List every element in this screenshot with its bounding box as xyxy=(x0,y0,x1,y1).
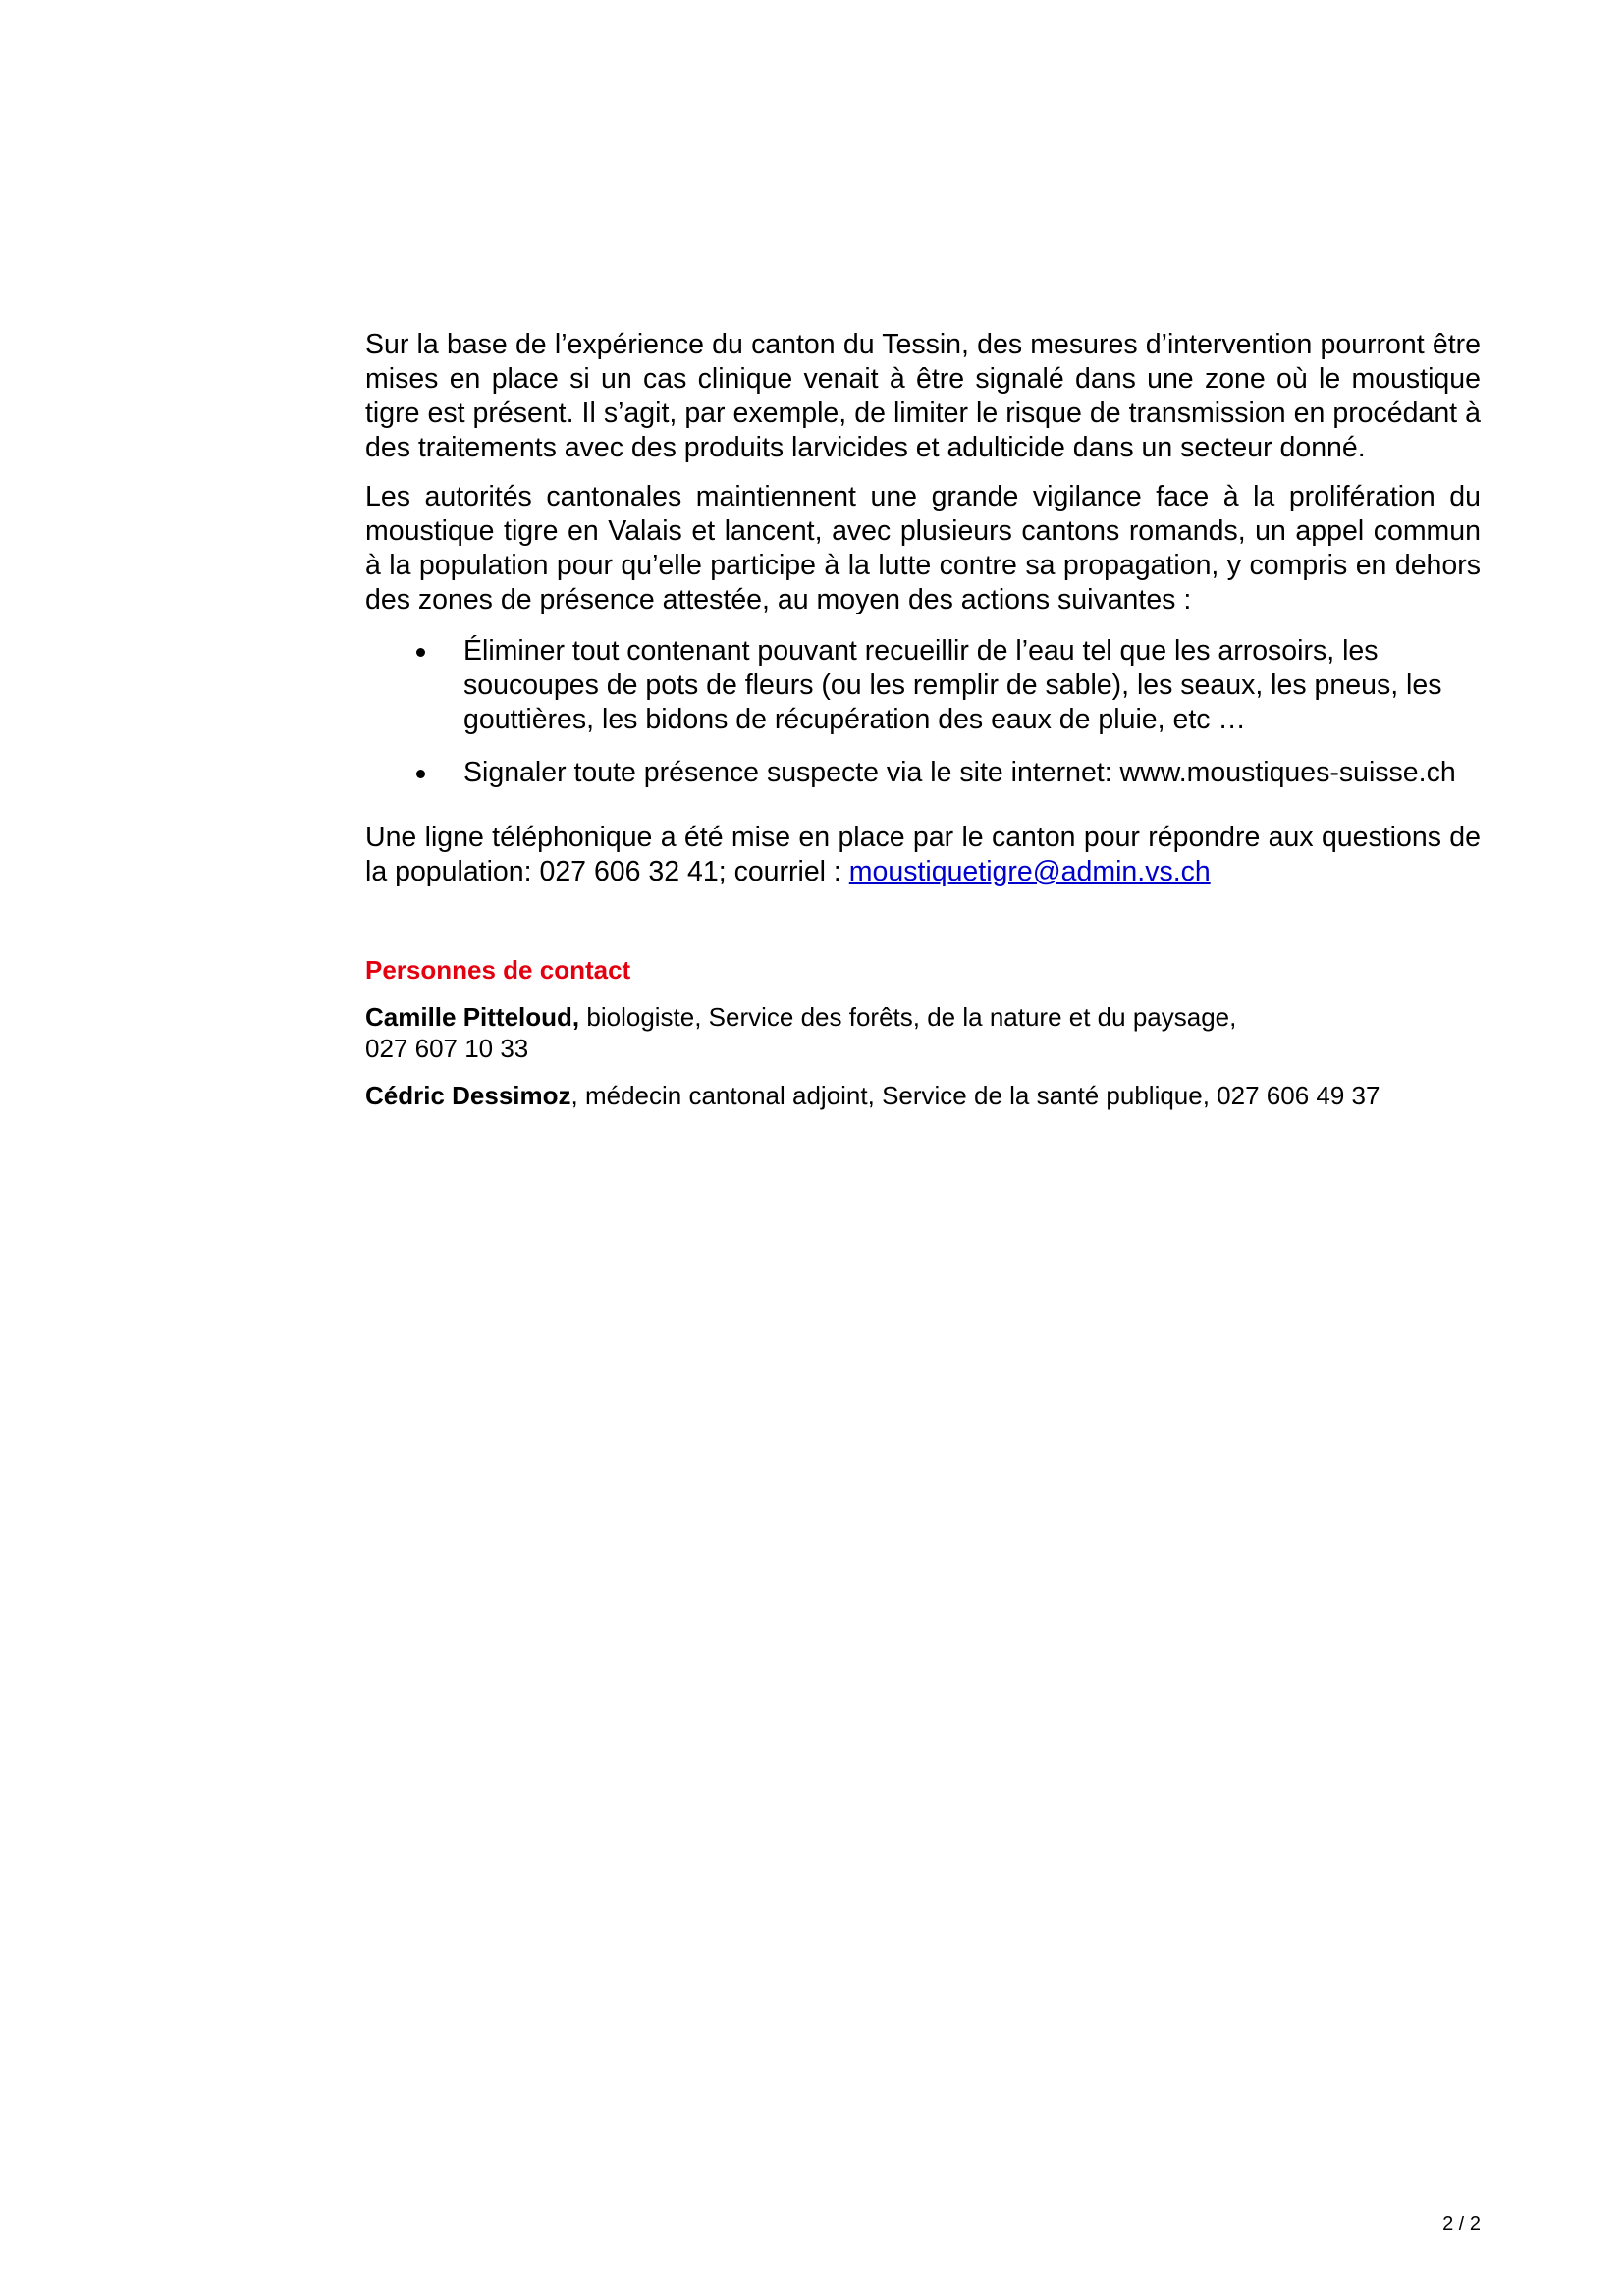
list-item-text: Signaler toute présence suspecte via le site internet: www.moustiques-suisse.ch xyxy=(463,757,1456,788)
paragraph-intervention-measures: Sur la base de l’expérience du canton du Tessin, des mesures d’intervention pourront être mises en place si un cas clinique venait à être signalé dans une zone où le moustique tigre est présent. Il s’agit, par exemple, de limiter le risque de transmission en procédant à des traitements avec des produits larvicides et adulticide dans un secteur donné. xyxy=(365,329,1481,463)
list-item xyxy=(365,634,1481,737)
email-link[interactable]: moustiquetigre@admin.vs.ch xyxy=(848,856,1211,887)
contact-name: Cédric Dessimoz xyxy=(365,1081,571,1110)
contact-phone: 027 607 10 33 xyxy=(365,1034,529,1063)
page-number: 2 / 2 xyxy=(1442,2214,1481,2235)
contact-details: biologiste, Service des forêts, de la nature et du paysage, xyxy=(579,1002,1237,1032)
contact-name: Camille Pitteloud, xyxy=(365,1002,580,1032)
hotline-text: Une ligne téléphonique a été mise en place par le canton pour répondre aux questions de la population: 027 606 32 41; courriel : xyxy=(365,822,1481,887)
list-item xyxy=(365,756,1481,790)
bullet-icon xyxy=(416,770,425,778)
document-body xyxy=(365,328,1481,1111)
paragraph-hotline xyxy=(365,821,1481,889)
contact-entry xyxy=(365,1080,1481,1111)
contact-details: , médecin cantonal adjoint, Service de la santé publique, 027 606 49 37 xyxy=(570,1081,1380,1110)
contact-entry xyxy=(365,1001,1481,1064)
paragraph-cantonal-vigilance: Les autorités cantonales maintiennent une grande vigilance face à la prolifération du moustique tigre en Valais et lancent, avec plusieurs cantons romands, un appel commun à la population pour qu’elle participe à la lutte contre sa propagation, y compris en dehors des zones de présence attestée, au moyen des actions suivantes : xyxy=(365,481,1481,615)
contact-section-title: Personnes de contact xyxy=(365,955,631,985)
action-list xyxy=(365,634,1481,790)
list-item-text: Éliminer tout contenant pouvant recueillir de l’eau tel que les arrosoirs, les soucoupes de pots de fleurs (ou les remplir de sable), les seaux, les pneus, les gouttières, les bidons de récupération des eaux de pluie, etc … xyxy=(463,635,1442,735)
bullet-icon xyxy=(416,648,425,657)
